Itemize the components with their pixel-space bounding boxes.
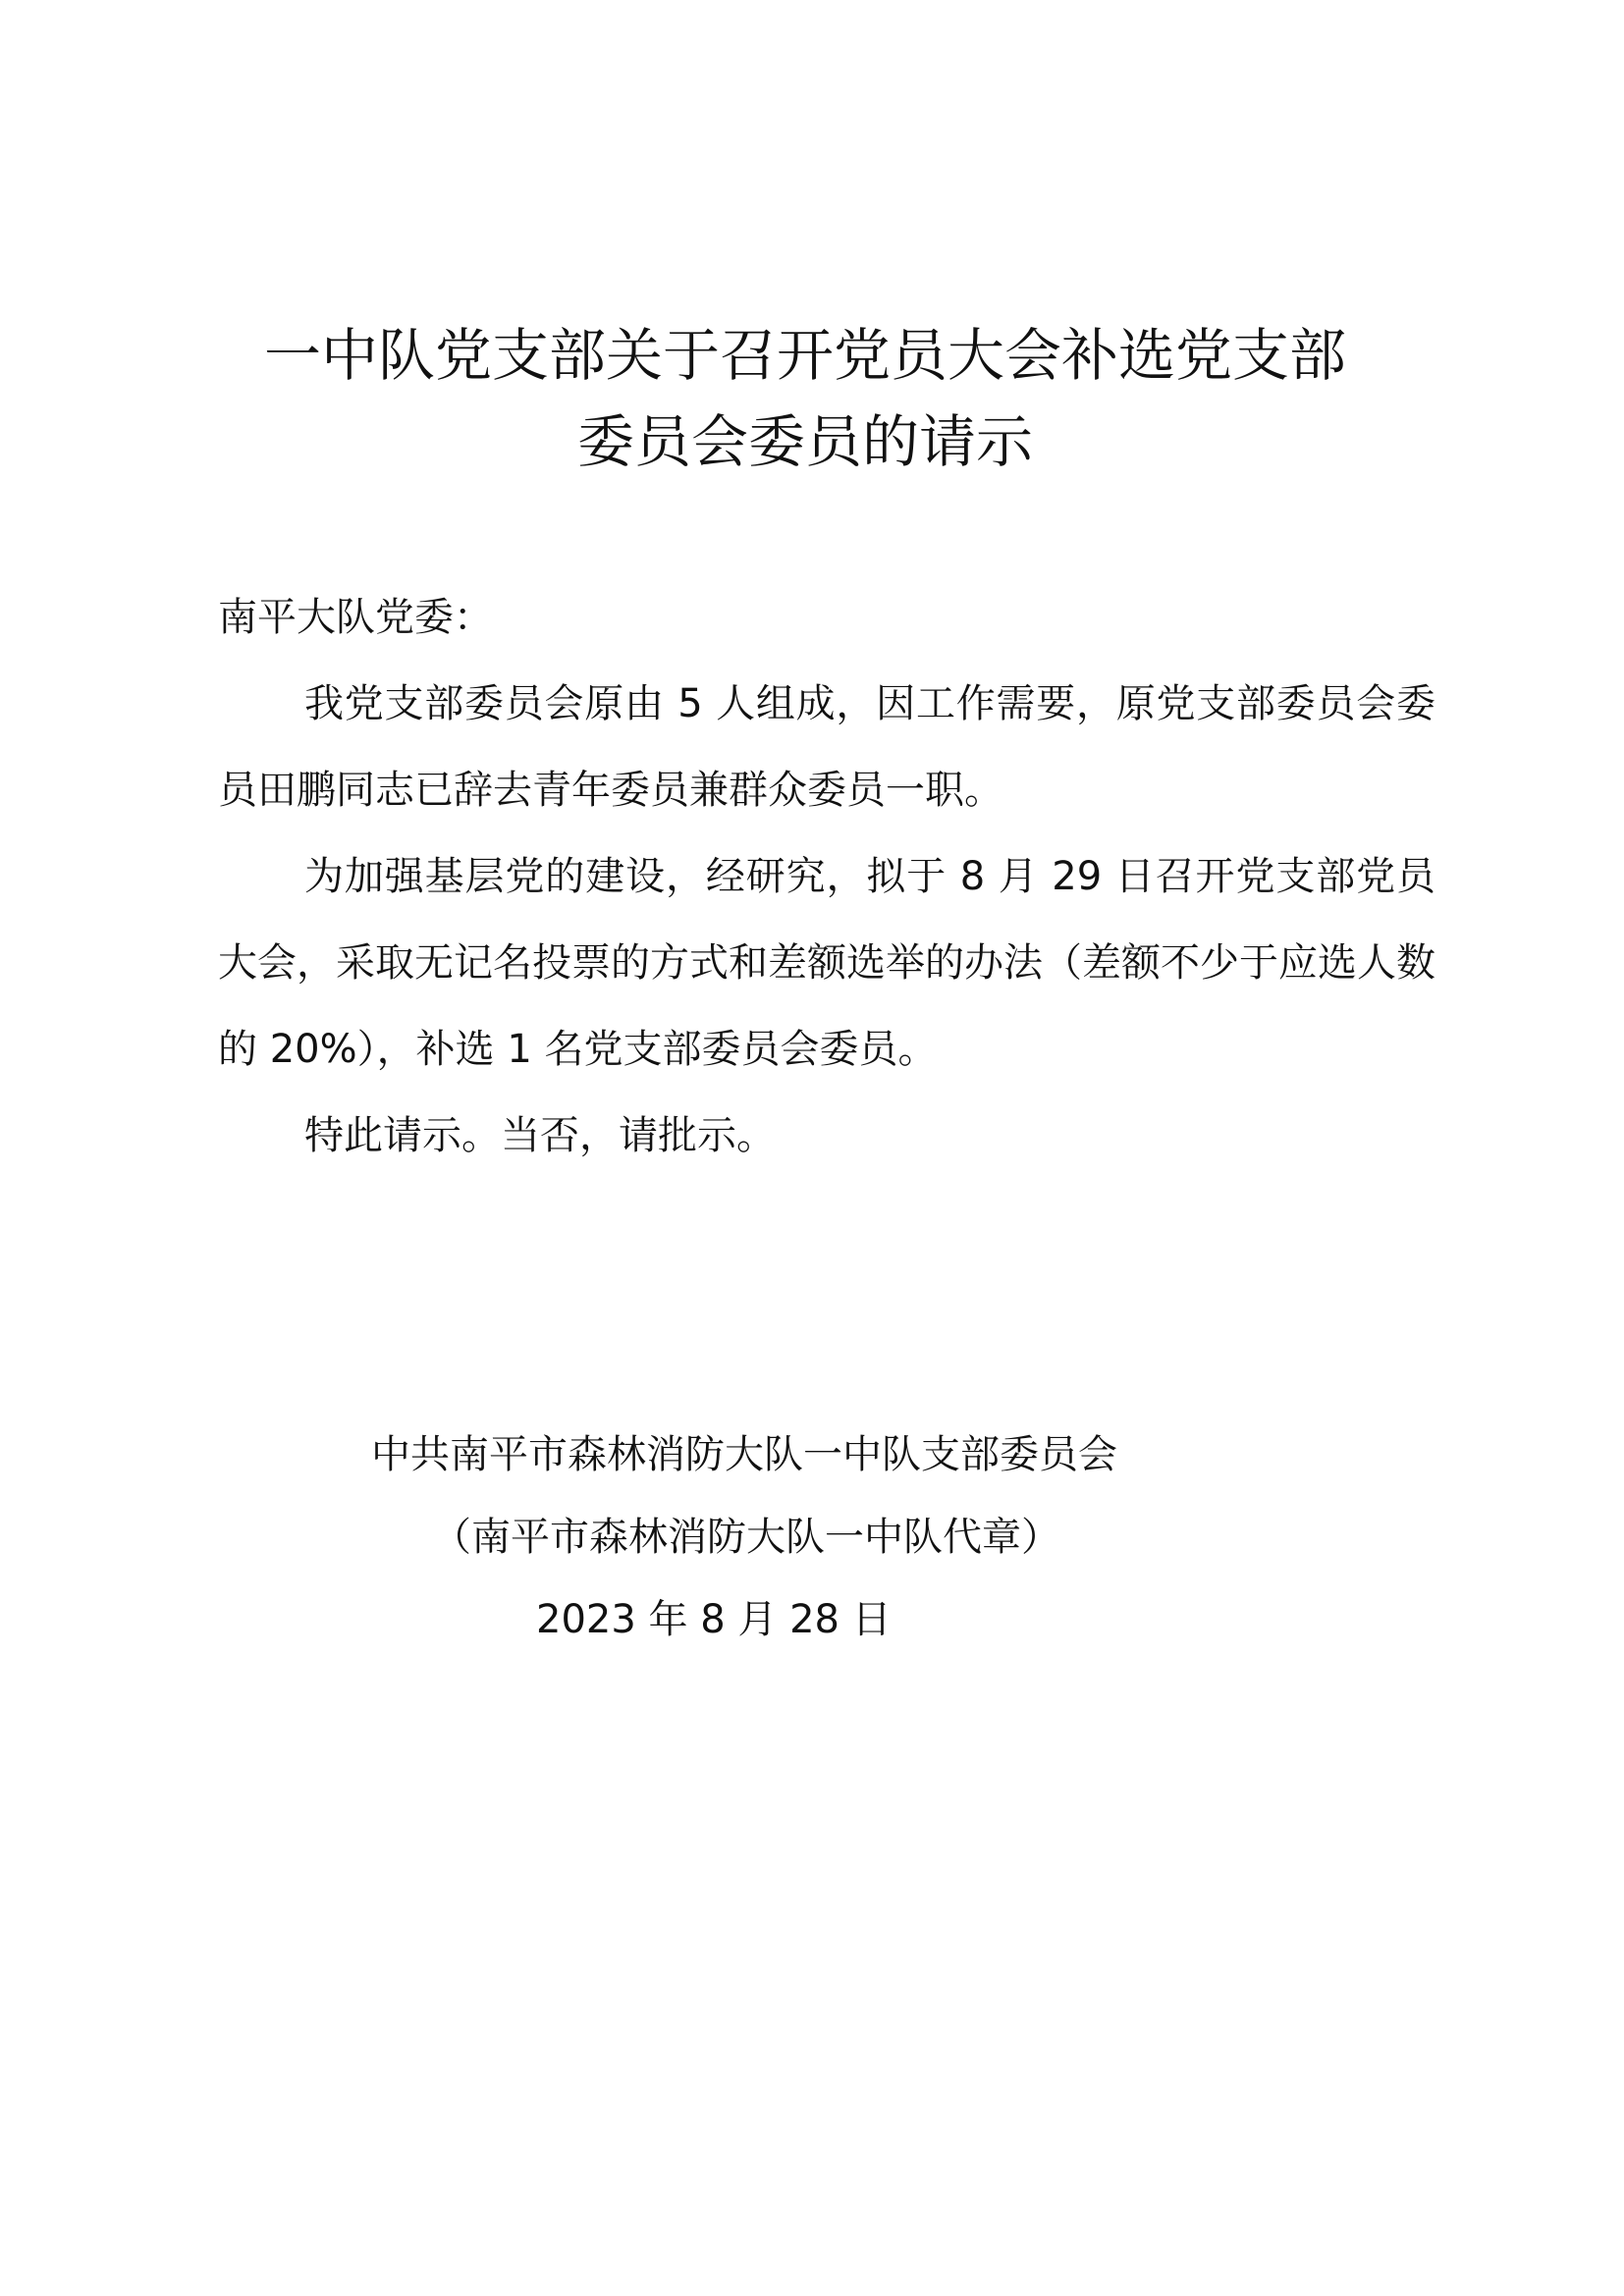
salutation: 南平大队党委： (218, 595, 493, 640)
title-line-2: 委员会委员的请示 (576, 408, 1033, 475)
title-line-1: 一中队党支部关于召开党员大会补选党支部 (263, 322, 1346, 389)
paragraph-1: 我党支部委员会原由 5 人组成，因工作需要，原党支部委员会委员田鹏同志已辞去青年委员兼群众委员一职。 (218, 681, 1435, 813)
document-body (218, 574, 1435, 1179)
paragraph-3: 特此请示。当否，请批示。 (304, 1113, 776, 1158)
signature-date: 2023 年 8 月 28 日 (536, 1597, 892, 1642)
document-title (196, 312, 1414, 485)
paragraph-2: 为加强基层党的建设，经研究，拟于 8 月 29 日召开党支部党员大会，采取无记名投票的方式和差额选举的办法（差额不少于应选人数的 20%），补选 1 名党支部委员会委员。 (218, 854, 1435, 1072)
signature-organization: 中共南平市森林消防大队一中队支部委员会 (371, 1432, 1117, 1477)
signature-seal-note: （南平市森林消防大队一中队代章） (432, 1515, 1060, 1560)
